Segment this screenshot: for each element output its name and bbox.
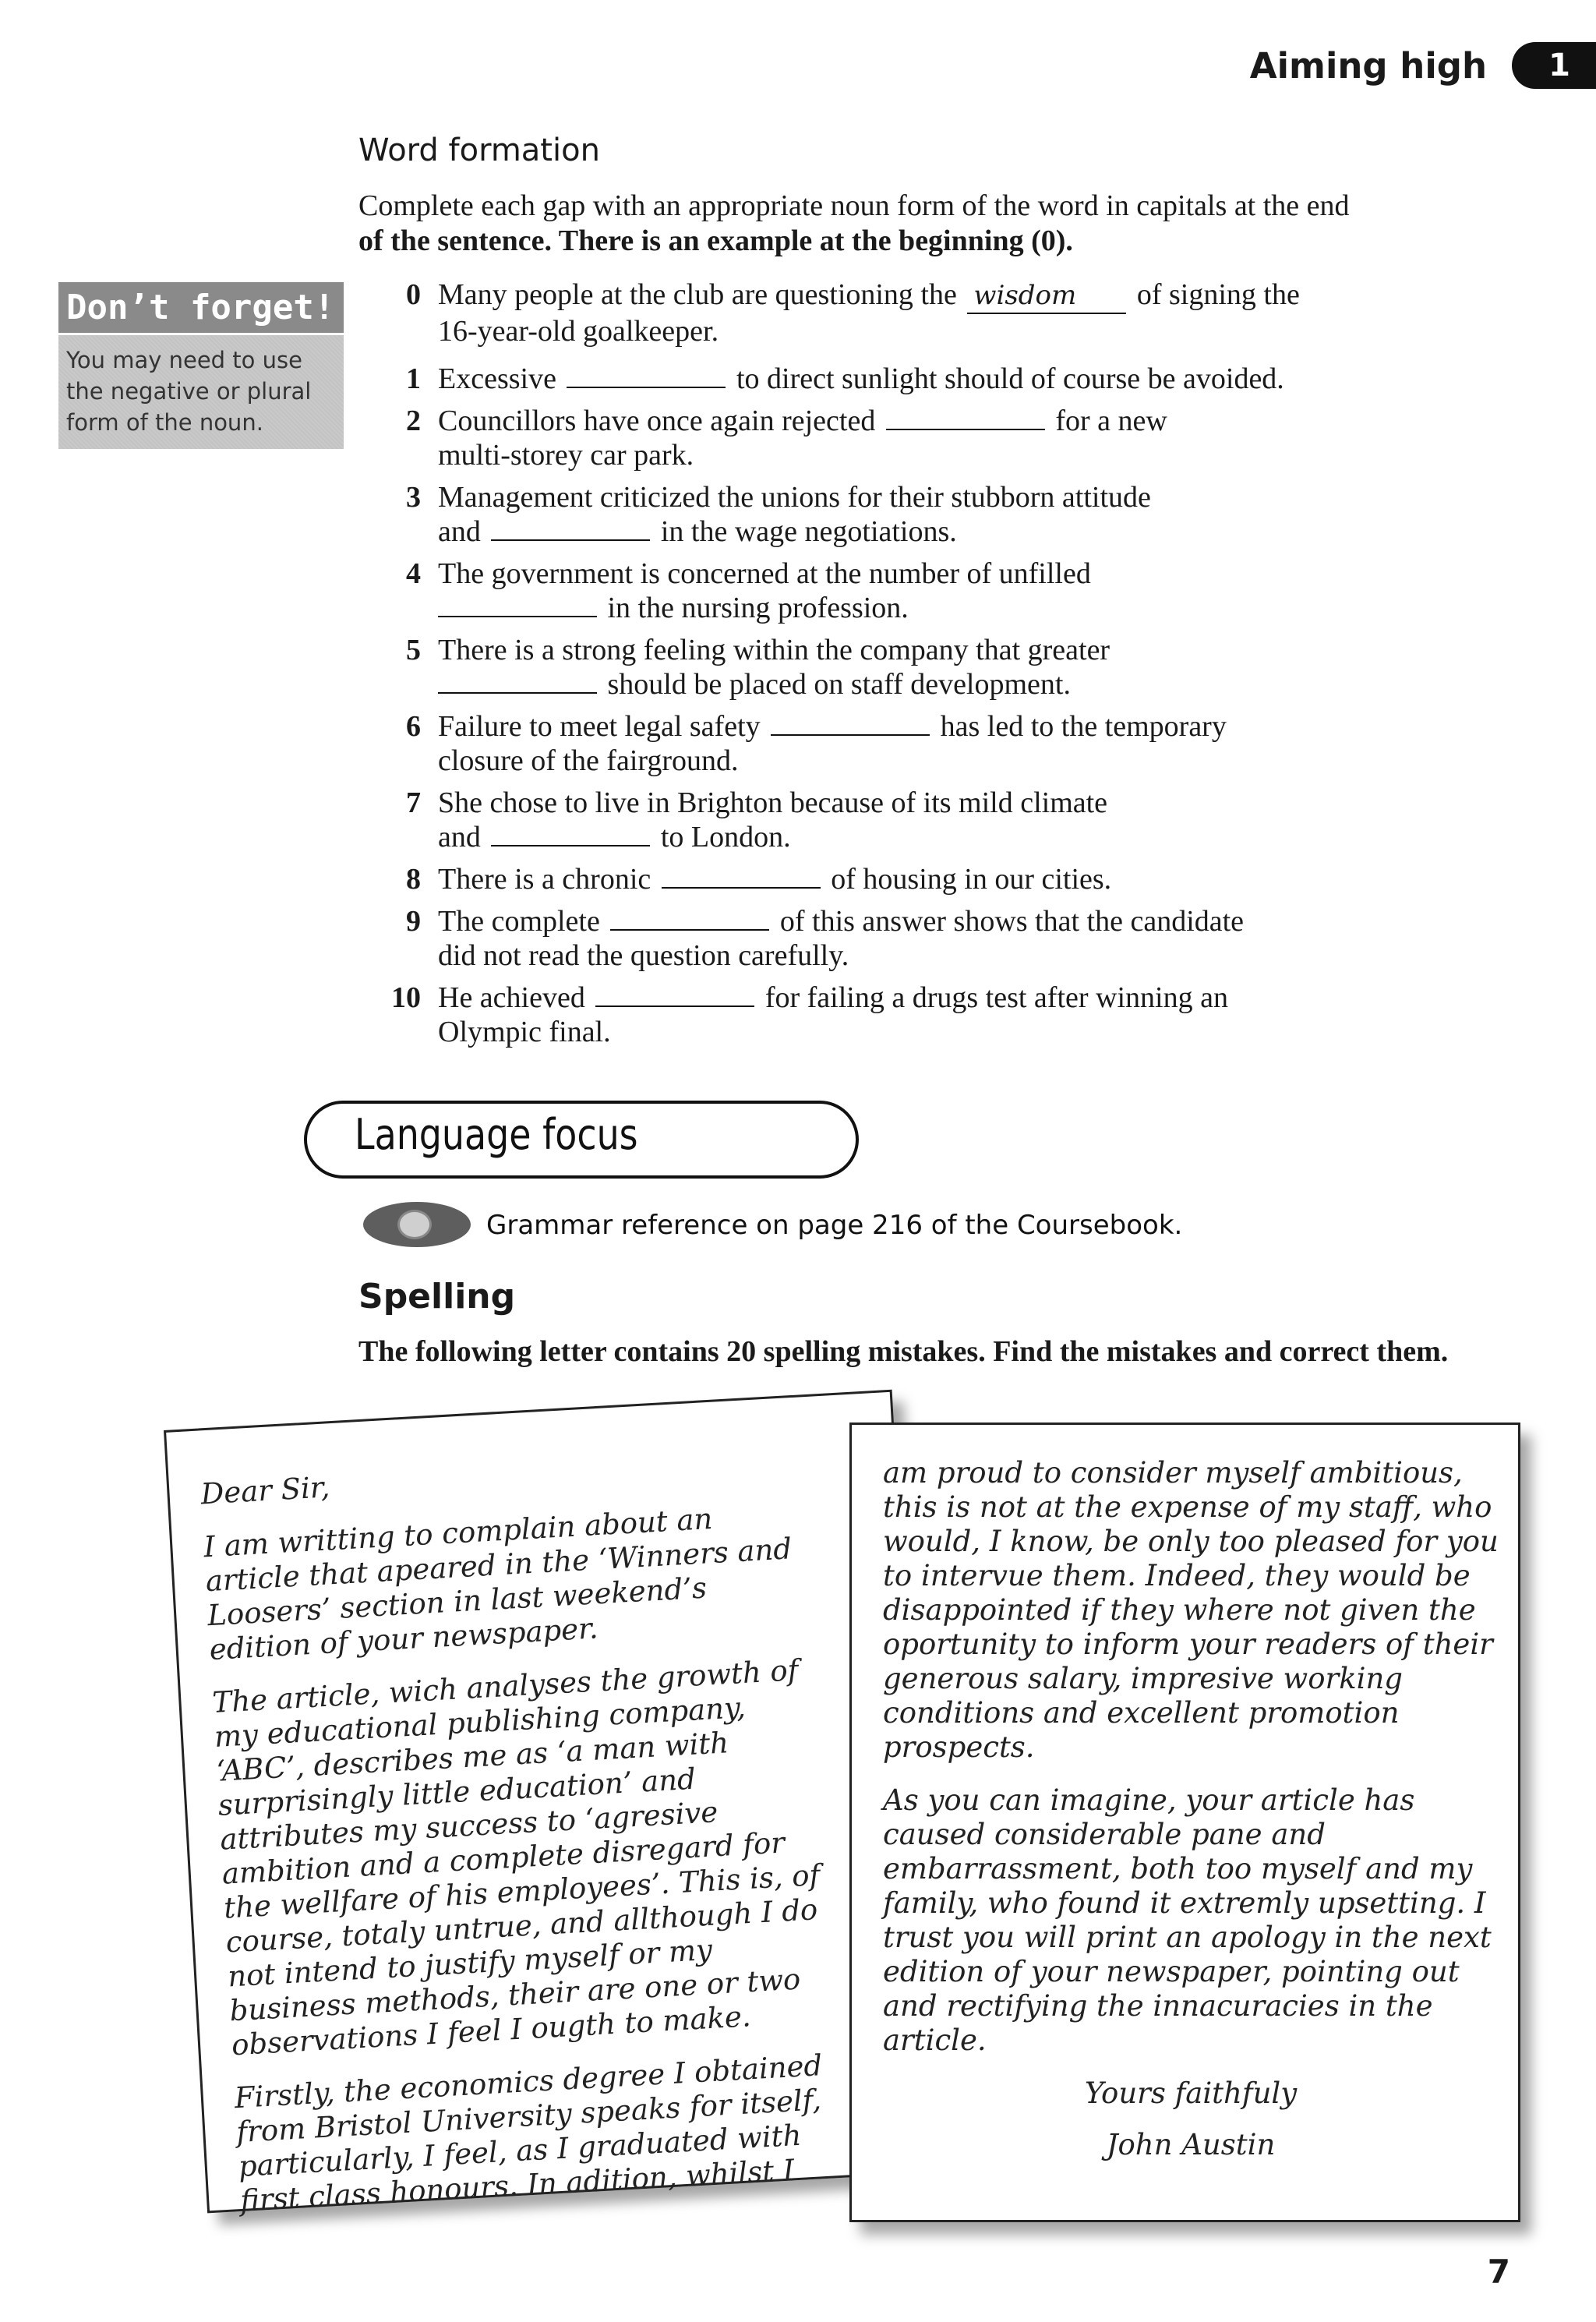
answer-gap[interactable] [491,823,650,846]
letter-page-left [164,1390,936,2218]
item-text-part: in the nursing profession. [607,592,909,624]
item-number: 5 [406,634,421,666]
item-text [438,557,1311,625]
item-text-part: Excessive [438,362,556,395]
item-text-part: Management criticized the unions for their stubborn attitude [438,481,1151,514]
item-text-part: in the wage negotiations. [660,515,957,548]
instructions-line-1: Complete each gap with an appropriate noun form of the word in capitals at the end [358,189,1350,222]
dont-forget-text [66,345,339,438]
language-focus-title: Language focus [355,1110,638,1159]
item-text-part: There is a strong feeling within the company that greater [438,634,1110,666]
spelling-instructions [358,1334,1512,1370]
spelling-heading: Spelling [358,1277,516,1317]
item-text [438,904,1311,973]
mistake-count: 20 [726,1335,757,1368]
item-text-part: Olympic final. [438,1016,611,1048]
answer-gap[interactable] [438,670,597,694]
item-text-part: of housing in our cities. [831,863,1112,896]
word-formation-instructions [358,189,1512,259]
item-text-part: of signing the [1136,278,1300,311]
item-text-part: for failing a drugs test after winning an [764,981,1228,1014]
answer-gap[interactable] [662,865,821,889]
item-text-part: should be placed on staff development. [607,668,1071,701]
letter-paragraph: I am writting to complain about an article that apeared in the ‘Winners and Loosers’ section in last weekend’s edition of your newspaper. [203,1501,793,1667]
answer-gap[interactable] [595,984,754,1007]
item-text-part: has led to the temporary [940,710,1227,743]
dont-forget-title: Don’t forget! [58,282,344,335]
tip-line: You may need to use [66,347,302,373]
spelling-instructions-part: The following letter contains [358,1335,719,1368]
answer-gap[interactable] [610,907,769,931]
answer-gap[interactable] [491,518,650,541]
letter-left-text [200,1444,849,2237]
item-text-part: Councillors have once again rejected [438,405,876,437]
item-text-part: Failure to meet legal safety [438,710,761,743]
item-number: 10 [391,981,421,1014]
item-text [438,862,1311,896]
unit-number-tab: 1 [1512,42,1596,89]
item-text [438,362,1311,396]
item-text-part: The complete [438,905,600,938]
tip-line: the negative or plural [66,378,312,405]
item-text-part: 16-year-old goalkeeper. [438,315,719,348]
item-text [438,404,1311,472]
item-text-part: to direct sunlight should of course be avoided. [736,362,1284,395]
item-text-part: She chose to live in Brighton because of its mild climate [438,786,1108,819]
item-text-part: He achieved [438,981,585,1014]
item-text-part: multi-storey car park. [438,439,694,472]
example-answer: wisdom [967,278,1126,314]
item-number: 4 [406,557,421,590]
answer-gap[interactable] [771,712,930,736]
item-text-part: and [438,821,481,854]
answer-gap[interactable] [567,365,726,388]
item-text [438,633,1311,702]
item-text-part: of this answer shows that the candidate [779,905,1245,938]
letter-signature: John Austin [1106,2128,1276,2161]
item-text-part: The government is concerned at the number of unfilled [438,557,1091,590]
item-text [438,981,1311,1049]
item-number: 9 [406,905,421,938]
item-number: 6 [406,710,421,743]
word-formation-heading: Word formation [358,133,600,168]
lens-icon [397,1210,432,1239]
answer-gap[interactable] [886,407,1045,430]
letter-paragraph: As you can imagine, your article has caused considerable pane and embarrassment, both too myself and my family, who found it extremly upsetting. I trust you will print an apology in the next edition of your newspaper, pointing out and rectifying the innacuracies in the article. [883,1783,1492,2057]
item-text-part: to London. [660,821,791,854]
grammar-reference: Grammar reference on page 216 of the Coursebook. [486,1210,1183,1241]
item-text-part: for a new [1055,405,1167,437]
item-text-part: Many people at the club are questioning the [438,278,957,311]
letter-page-right [849,1423,1520,2222]
letter-paragraph: The article, wich analyses the growth of my educational publishing company, ‘ABC’, describes me as ‘a man with surprisingly little education’ and attributes my success to ‘agresive ambition and a complete disregard for the wellfare of his employees’. This is, of course, totaly untrue, and allthough I do not intend to justify myself or my business methods, their are one or two observations I feel I ougth to make. [211,1653,821,2062]
spelling-instructions-part: spelling mistakes. Find the mistakes and correct them. [763,1335,1449,1368]
item-text-part: closure of the fairground. [438,744,739,777]
item-text-part: and [438,515,481,548]
item-number: 0 [406,278,421,311]
magnifier-icon [363,1202,471,1247]
unit-title: Aiming high [1249,45,1487,87]
letter-paragraph: Dear Sir, [200,1470,331,1511]
item-number: 2 [406,405,421,437]
tip-line: form of the noun. [66,409,263,436]
item-text-part: There is a chronic [438,863,651,896]
item-number: 7 [406,786,421,819]
page-number: 7 [1487,2253,1510,2291]
dont-forget-box [58,282,344,449]
item-number: 1 [406,362,421,395]
item-number: 3 [406,481,421,514]
item-text [438,480,1311,549]
letter-paragraph: am proud to consider myself ambitious, this is not at the expense of my staff, who would, I know, be only too pleased for you to intervue them. Indeed, they would be disappointed if they where not given the oportunity to inform your readers of their generous salary, impresive working conditions and excellent promotion prospects. [883,1456,1499,1764]
letter-paragraph: Firstly, the economics degree I obtained from Bristol University speaks for itself, particularly, I feel, as I graduated with first class honours. In adition, whilst I [233,2048,824,2218]
item-number: 8 [406,863,421,896]
letter-right-text [883,1456,1499,2179]
answer-gap[interactable] [438,594,597,617]
letter-signoff [883,2076,1499,2162]
letter-closing: Yours faithfuly [1084,2076,1298,2110]
item-text [438,277,1311,348]
instructions-line-2: of the sentence. There is an example at the beginning (0). [358,224,1073,257]
item-text-part: did not read the question carefully. [438,939,849,972]
item-text [438,786,1311,854]
item-text [438,709,1311,778]
